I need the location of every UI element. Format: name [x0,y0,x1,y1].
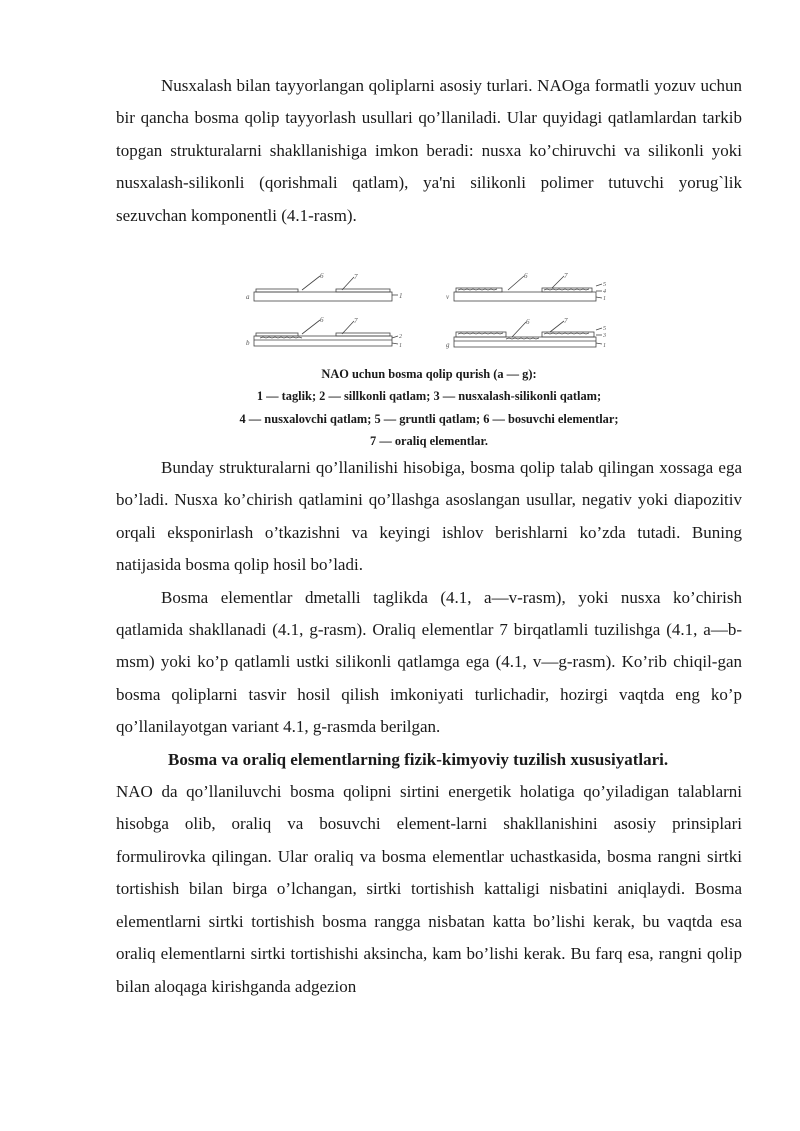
paragraph-structures: Bunday strukturalarni qo’llanilishi hisobiga, bosma qolip talab qilingan xossaga ega bo’ladi. Nusxa ko’chirish qatlamini qo’llashga asoslangan usullar, negativ yoki diapozitiv orqali eksponirlash o’tkazishni va keyingi ishlov berishlarni ko’zda tutadi. Buning natijasida bosma qolip hosil bo’ladi. [116,458,742,575]
callout-number: 6 [320,316,324,324]
caption-title: NAO uchun bosma qolip qurish (a — g): [321,367,537,381]
callout-number: 6 [320,272,324,280]
paragraph-intro: Nusxalash bilan tayyorlangan qoliplarni asosiy turlari. NAOga formatli yozuv uchun bir qancha bosma qolip tayyorlash usullari qo’llaniladi. Ular quyidagi qatlamlardan tarkib topgan strukturalarni shakllanishiga imkon beradi: nusxa ko’chiruvchi va silikonli yoki nusxalash-silikonli (qorishmali qatlam), ya'ni silikonli polimer tutuvchi yorug`lik sezuvchan komponentli (4.1-rasm). [116,76,742,225]
callout-number: 1 [603,343,606,349]
section-heading: Bosma va oraliq elementlarning fizik-kimyoviy tuzilish xususiyatlari. [168,749,669,769]
figure-panel-b [246,316,402,349]
callout-number: 1 [399,343,402,349]
panel-letter: b [246,339,250,347]
callout-number: 5 [603,326,606,332]
panel-letter: v [446,293,450,301]
callout-number: 5 [603,282,606,288]
caption-legend-line: 1 — taglik; 2 — sillkonli qatlam; 3 — nusxalash-silikonli qatlam; [256,389,602,404]
callout-number: 6 [526,318,530,326]
panel-letter: a [246,293,250,301]
caption-legend-line: 7 — oraliq elementlar. [370,433,488,448]
callout-number: 1 [603,296,606,302]
callout-number: 7 [354,273,358,281]
callout-number: 7 [564,317,568,325]
figure-caption [116,363,742,452]
paragraph-elements: Bosma elementlar dmetalli taglikda (4.1, a—v-rasm), yoki nusxa ko’chirish qatlamida shakllanadi (4.1, g-rasm). Oraliq elementlar 7 birqatlamli tuzilishga (4.1, a—b-msm) yoki ko’p qatlamli ustki silikonli qatlamga ega (4.1, v—g-rasm). Ko’rib chiqil-gan bosma qoliplarni tasvir hosil qilish imkoniyati turlichadir, hozirgi vaqtda eng ko’p qo’llanilayotgan variant 4.1, g-rasmda berilgan. [116,587,742,737]
panel-letter: g [446,341,450,349]
body-text [116,452,742,1003]
callout-number: 1 [399,292,403,300]
paragraph-surface-tension: NAO da qo’llaniluvchi bosma qolipni sirtini energetik holatiga qo’yiladigan talablarni hisobga olib, oraliq va bosuvchi element-larni shakllanishini asosiy prinsiplari formulirovka qilingan. Ular oraliq va bosma elementlar uchastkasida, bosma rangni sirtki tortishish bilan birga o’lchangan, sirtki tortishish kattaligi nisbatini aniqlaydi. Bosma elementlarni sirtki tortishish bosma rangga nisbatan katta bo’lishi kerak, bu vaqtda esa oraliq elementlarni sirtki tortishishi aksincha, kam bo’lishi kerak. Bu farq esa, rangni qolip bilan aloqaga kirishganda adgezion [116,782,742,996]
callout-number: 7 [564,272,568,280]
figure-panel-a [246,272,403,301]
callout-number: 3 [603,333,606,339]
figure-4-1-diagram [242,268,616,358]
callout-number: 4 [603,289,606,295]
figure-panel-g [446,317,606,349]
callout-number: 6 [524,272,528,280]
caption-legend-line: 4 — nusxalovchi qatlam; 5 — gruntli qatlam; 6 — bosuvchi elementlar; [239,411,619,426]
callout-number: 2 [399,334,402,340]
callout-number: 7 [354,317,358,325]
figure-panel-v [446,272,606,302]
